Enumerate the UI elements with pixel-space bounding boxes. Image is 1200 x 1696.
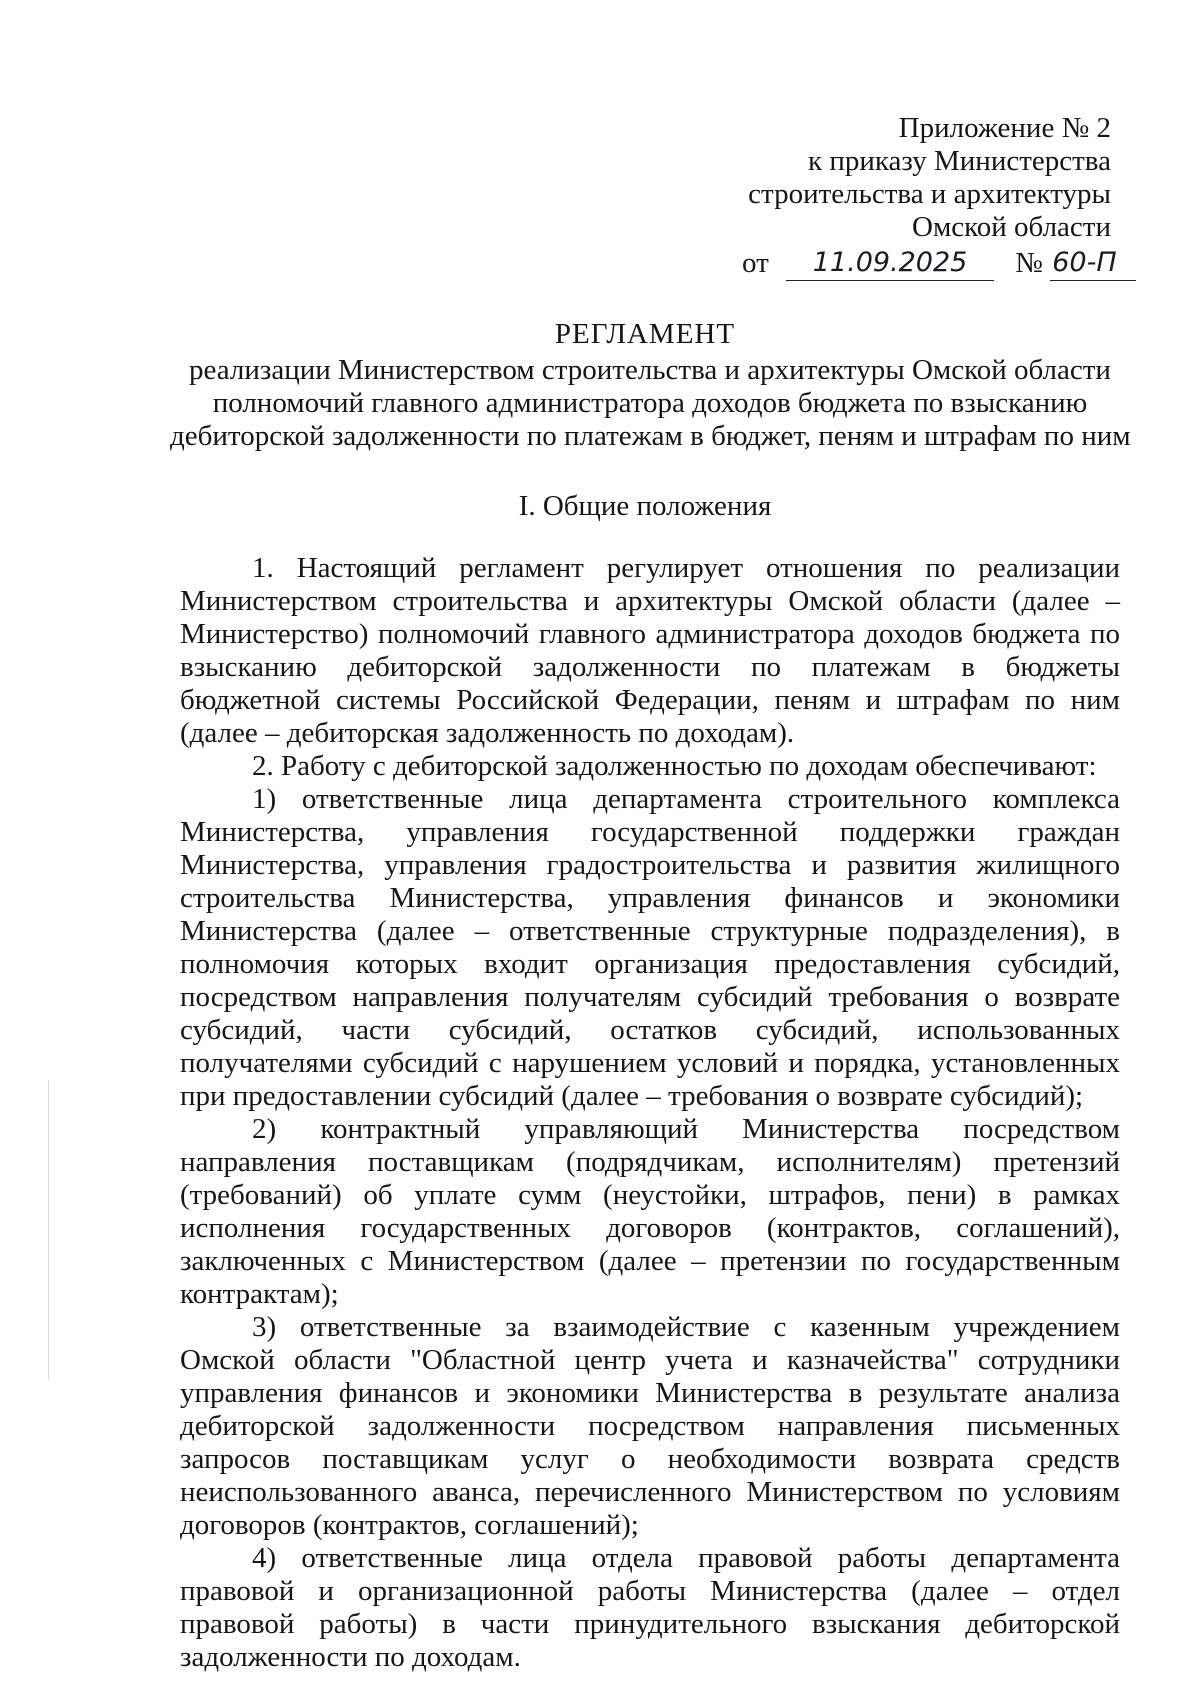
scan-artifact-line bbox=[48, 1080, 49, 1380]
document-title: РЕГЛАМЕНТ bbox=[554, 318, 736, 350]
subtitle-line: реализации Министерством строительства и архитектуры Омской области bbox=[189, 354, 1111, 386]
document-body bbox=[180, 552, 1120, 1674]
document-subtitle bbox=[170, 354, 1130, 453]
appendix-ministry: строительства и архитектуры bbox=[748, 178, 1111, 210]
paragraph-2-item-4: 4) ответственные лица отдела правовой работы департамента правовой и организационной работы Министерства (далее – отдел правовой работы) в части принудительного взыскания дебиторской задолженности по доходам. bbox=[180, 1542, 1120, 1673]
appendix-region: Омской области bbox=[912, 211, 1111, 243]
number-prefix: № bbox=[1015, 247, 1043, 279]
paragraph-2-item-2: 2) контрактный управляющий Министерства посредством направления поставщикам (подрядчикам, исполнителям) претензий (требований) об уплате сумм (неустойки, штрафов, пени) в рамках исполнения государственных договоров (контрактов, соглашений), заключенных с Министерством (далее – претензии по государственным контрактам); bbox=[180, 1113, 1120, 1310]
order-date-number-line bbox=[742, 245, 1122, 285]
date-prefix: от bbox=[742, 247, 769, 279]
subtitle-line: дебиторской задолженности по платежам в бюджет, пеням и штрафам по ним bbox=[170, 420, 1131, 452]
section-heading: I. Общие положения bbox=[518, 490, 772, 522]
paragraph-2-item-3: 3) ответственные за взаимодействие с казенным учреждением Омской области "Областной центр учета и казначейства" сотрудники управления финансов и экономики Министерства в результате анализа дебиторской задолженности посредством направления письменных запросов поставщикам услуг о необходимости возврата средств неиспользованного аванса, перечисленного Министерством по условиям договоров (контрактов, соглашений); bbox=[180, 1311, 1120, 1541]
appendix-number: Приложение № 2 bbox=[898, 112, 1111, 144]
paragraph-1: 1. Настоящий регламент регулирует отношения по реализации Министерством строительства и архитектуры Омской области (далее – Министерство) полномочий главного администратора доходов бюджета по взысканию дебиторской задолженности по платежам в бюджеты бюджетной системы Российской Федерации, пеням и штрафам по ним (далее – дебиторская задолженность по доходам). bbox=[180, 552, 1120, 749]
paragraph-2-item-1: 1) ответственные лица департамента строительного комплекса Министерства, управления государственной поддержки граждан Министерства, управления градостроительства и развития жилищного строительства Министерства, управления финансов и экономики Министерства (далее – ответственные структурные подразделения), в полномочия которых входит организация предоставления субсидий, посредством направления получателям субсидий требования о возврате субсидий, части субсидий, остатков субсидий, использованных получателями субсидий с нарушением условий и порядка, установленных при предоставлении субсидий (далее – требования о возврате субсидий); bbox=[180, 783, 1120, 1112]
appendix-header bbox=[591, 112, 1111, 244]
appendix-order-ref: к приказу Министерства bbox=[808, 145, 1111, 177]
subtitle-line: полномочий главного администратора доходов бюджета по взысканию bbox=[212, 387, 1088, 419]
handwritten-number: 60-П bbox=[1050, 246, 1136, 281]
paragraph-2: 2. Работу с дебиторской задолженностью по доходам обеспечивают: bbox=[252, 750, 1097, 782]
handwritten-date: 11.09.2025 bbox=[786, 246, 994, 281]
